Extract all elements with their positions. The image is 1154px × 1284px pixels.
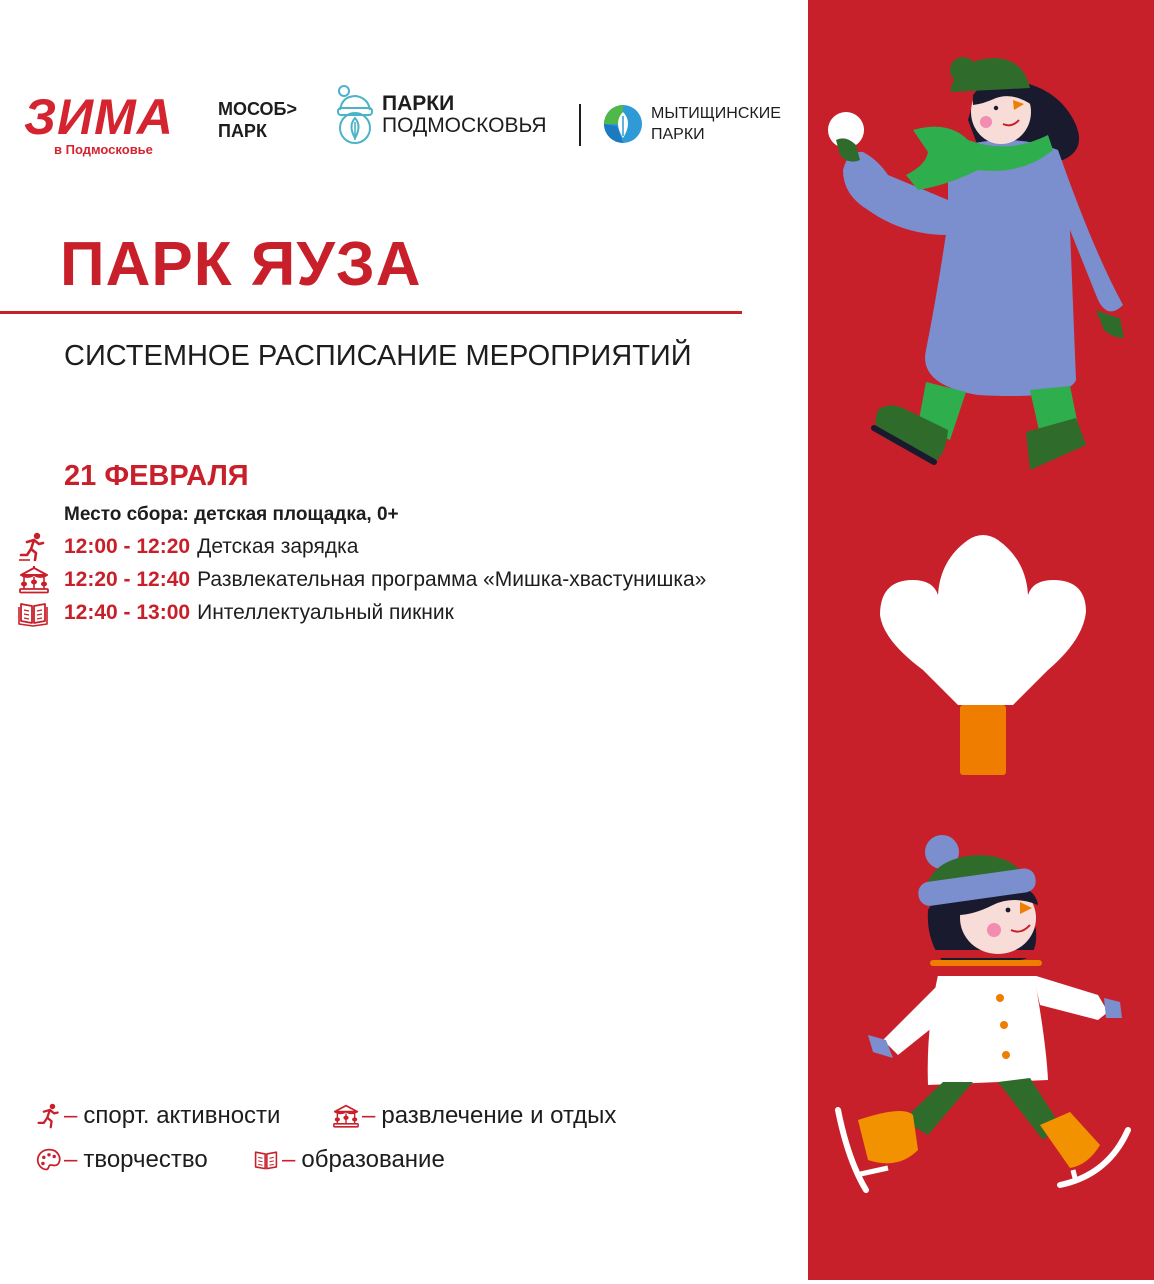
event-name: Развлекательная программа «Мишка-хвастунишка» — [197, 568, 707, 591]
running-person-icon — [36, 1103, 62, 1129]
mytishchi-parks-logo — [603, 103, 781, 145]
mosoblpark-logo-line2: ПАРК — [218, 121, 267, 141]
legend-label: творчество — [83, 1146, 208, 1173]
girl-snowball-illustration — [828, 57, 1124, 470]
legend-item-creativity — [36, 1146, 208, 1174]
parki-logo-line2: ПОДМОСКОВЬЯ — [382, 114, 547, 137]
schedule-row — [18, 598, 454, 628]
parki-logo-line1: ПАРКИ — [382, 92, 455, 115]
legend-item-sport — [36, 1102, 280, 1130]
running-person-icon — [18, 532, 48, 562]
zima-logo-title: ЗИМА — [24, 89, 174, 145]
open-book-icon — [18, 598, 48, 628]
parki-podmoskovya-logo — [334, 84, 547, 146]
legend-dash: – — [282, 1146, 296, 1173]
logo-divider — [579, 104, 581, 146]
page-subtitle: СИСТЕМНОЕ РАСПИСАНИЕ МЕРОПРИЯТИЙ — [64, 340, 692, 372]
page-title: ПАРК ЯУЗА — [60, 230, 422, 299]
carousel-icon — [332, 1103, 360, 1129]
zima-logo-subtitle: в Подмосковье — [54, 142, 153, 157]
event-time: 12:40 - 13:00 — [64, 601, 191, 624]
mosoblpark-logo-line1: МОСОБ> — [218, 99, 297, 119]
mytishchi-logo-line1: МЫТИЩИНСКИЕ — [651, 105, 781, 122]
schedule-date: 21 ФЕВРАЛЯ — [64, 460, 249, 492]
legend-label: спорт. активности — [83, 1102, 281, 1129]
schedule-row — [18, 565, 706, 595]
legend-label: образование — [301, 1146, 445, 1173]
legend-dash: – — [64, 1146, 78, 1173]
legend-item-entertainment — [332, 1102, 616, 1130]
mytishchi-logo-line2: ПАРКИ — [651, 126, 705, 143]
mosoblpark-logo — [218, 98, 297, 142]
meeting-point: Место сбора: детская площадка, 0+ — [64, 504, 399, 525]
title-divider — [0, 311, 742, 314]
legend-dash: – — [64, 1102, 78, 1129]
snowy-tree-illustration — [880, 535, 1086, 775]
palette-icon — [36, 1147, 62, 1173]
legend-dash: – — [362, 1102, 376, 1129]
carousel-icon — [18, 565, 50, 595]
winter-illustration — [808, 0, 1154, 1280]
legend-item-education — [252, 1146, 445, 1174]
event-time: 12:20 - 12:40 — [64, 568, 191, 591]
legend-label: развлечение и отдых — [381, 1102, 617, 1129]
globe-leaf-icon — [603, 104, 643, 144]
schedule-row — [18, 532, 358, 562]
decorative-panel — [808, 0, 1154, 1280]
event-name: Интеллектуальный пикник — [197, 601, 454, 624]
event-name: Детская зарядка — [197, 535, 359, 558]
open-book-icon — [252, 1147, 280, 1173]
knit-hat-leaf-icon — [334, 84, 376, 146]
event-time: 12:00 - 12:20 — [64, 535, 191, 558]
zima-logo — [24, 89, 174, 158]
girl-skating-illustration — [838, 835, 1128, 1190]
